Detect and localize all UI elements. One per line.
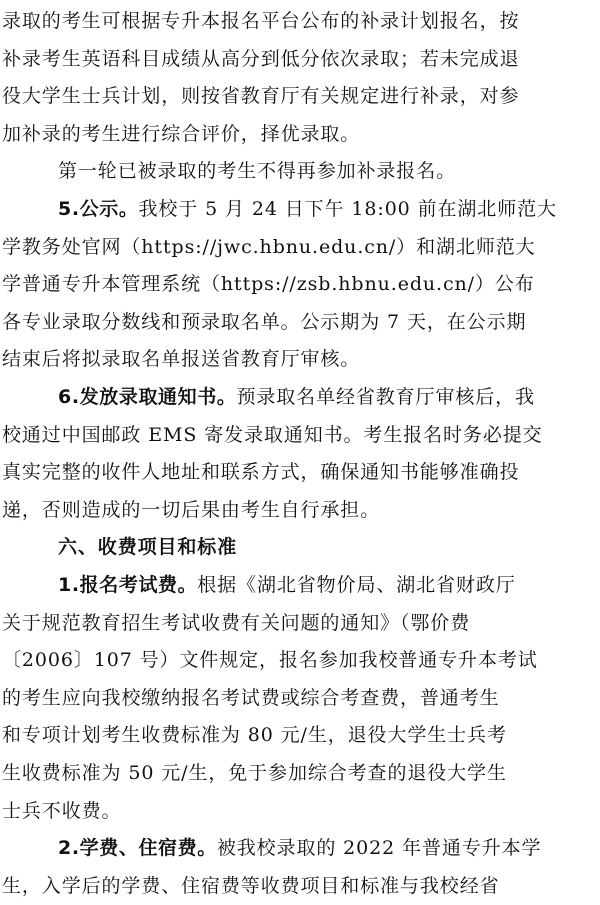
paragraph-line: 结束后将拟录取名单报送省教育厅审核。 bbox=[2, 348, 361, 371]
item-6-label: 6.发放录取通知书。 bbox=[58, 386, 237, 408]
paragraph-line: 校通过中国邮政 EMS 寄发录取通知书。考生报名时务必提交 bbox=[2, 423, 543, 446]
paragraph-line: 第一轮已被录取的考生不得再参加补录报名。 bbox=[58, 160, 457, 183]
item-6-line bbox=[0, 379, 600, 417]
item-5-text: 我校于 5 月 24 日下午 18:00 前在湖北师范大 bbox=[138, 198, 557, 220]
paragraph-line: 关于规范教育招生考试收费有关问题的通知》（鄂价费 bbox=[2, 611, 471, 634]
paragraph-line: 生，入学后的学费、住宿费等收费项目和标准与我校经省 bbox=[2, 874, 500, 897]
fee-2-label: 2.学费、住宿费。 bbox=[58, 837, 217, 860]
paragraph-line: 〔2006〕107 号）文件规定，报名参加我校普通专升本考试 bbox=[2, 649, 538, 672]
item-6-text: 预录取名单经省教育厅审核后，我 bbox=[236, 386, 535, 408]
paragraph-line: 录取的考生可根据专升本报名平台公布的补录计划报名，按 bbox=[2, 10, 520, 32]
paragraph-line: 学普通专升本管理系统（https://zsb.hbnu.edu.cn/）公布 bbox=[2, 273, 535, 296]
paragraph-line: 生收费标准为 50 元/生，免于参加综合考查的退役大学生 bbox=[2, 762, 507, 784]
paragraph-line: 和专项计划考生收费标准为 80 元/生，退役大学生士兵考 bbox=[2, 724, 507, 747]
paragraph-line: 学教务处官网（https://jwc.hbnu.edu.cn/）和湖北师范大 bbox=[2, 235, 536, 258]
paragraph-line: 补录考生英语科目成绩从高分到低分依次录取；若未完成退 bbox=[2, 47, 520, 70]
section-heading: 六、收费项目和标准 bbox=[58, 536, 238, 559]
fee-1-label: 1.报名考试费。 bbox=[58, 574, 198, 596]
paragraph-line: 加补录的考生进行综合评价，择优录取。 bbox=[2, 122, 361, 145]
item-5-label: 5.公示。 bbox=[58, 198, 139, 220]
paragraph-line: 递，否则造成的一切后果由考生自行承担。 bbox=[2, 498, 381, 521]
paragraph-line: 的考生应向我校缴纳报名考试费或综合考查费，普通考生 bbox=[2, 686, 500, 709]
fee-1-line bbox=[0, 567, 600, 605]
paragraph-line: 各专业录取分数线和预录取名单。公示期为 7 天，在公示期 bbox=[2, 310, 527, 333]
paragraph-line: 役大学生士兵计划，则按省教育厅有关规定进行补录，对参 bbox=[2, 85, 520, 108]
item-5-line bbox=[0, 191, 600, 229]
paragraph-line: 真实完整的收件人地址和联系方式，确保通知书能够准确投 bbox=[2, 461, 520, 484]
fee-2-text: 被我校录取的 2022 年普通专升本学 bbox=[216, 837, 542, 860]
fee-2-line bbox=[0, 830, 600, 868]
fee-1-text: 根据《湖北省物价局、湖北省财政厅 bbox=[197, 574, 516, 596]
paragraph-line: 士兵不收费。 bbox=[2, 799, 122, 822]
